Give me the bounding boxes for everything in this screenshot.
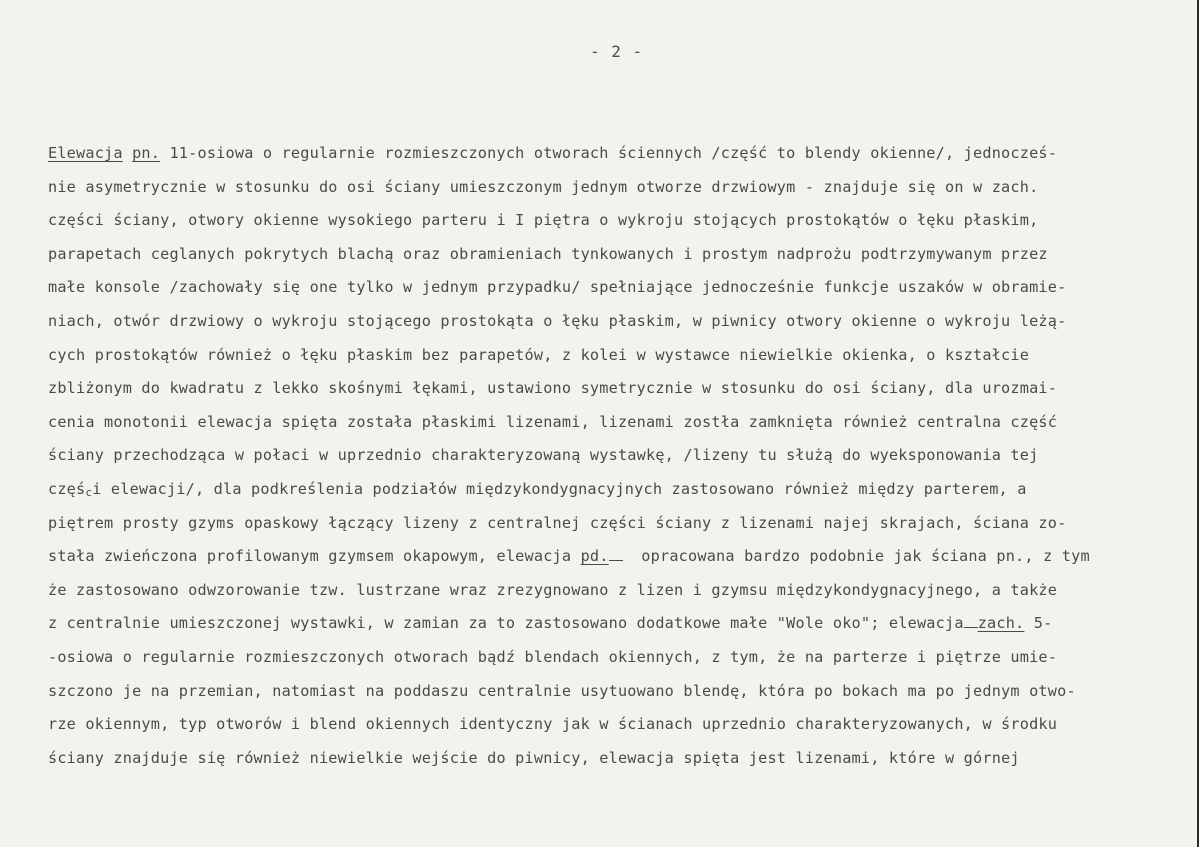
text-line-14: że zastosowano odwzorowanie tzw. lustrzane wraz zrezygnowano z lizen i gzymsu międzykondygnacyjnego, a także (48, 580, 1058, 599)
abbr-pd: pd. (580, 547, 609, 566)
text-run: 5- (1024, 614, 1053, 633)
text-line-2: nie asymetrycznie w stosunku do osi ściany umieszczonym jednym otworze drzwiowym - znajduje się on w zach. (48, 177, 1039, 196)
text-line-3: części ściany, otwory okienne wysokiego parteru i I piętra o wykroju stojących prostokątów o łęku płaskim, (48, 211, 1039, 230)
text-line-17: szczono je na przemian, natomiast na poddaszu centralnie usytuowano blendę, która po bokach ma po jednym otwo- (48, 681, 1076, 700)
text-line-5: małe konsole /zachowały się one tylko w jednym przypadku/ spełniające jednocześnie funkcje uszaków w obramie- (48, 278, 1067, 297)
text-run: i elewacji/, dla podkreślenia podziałów międzykondygnacyjnych zastosowano również między parterem, a (92, 479, 1027, 498)
text-space (123, 144, 132, 162)
page-number: - 2 - (590, 42, 644, 61)
text-line-1 (48, 139, 1188, 173)
text-line-7: cych prostokątów również o łęku płaskim bez parapetów, z kolei w wystawce niewielkie okienka, o kształcie (48, 345, 1030, 364)
text-run: 11-osiowa o regularnie rozmieszczonych otworach ściennych /część to blendy okienne/, jednocześ- (160, 144, 1058, 162)
text-line-10: ściany przechodząca w połaci w uprzednio charakteryzowaną wystawkę, /lizeny tu służą do wyeksponowania tej (48, 446, 1039, 465)
text-line-18: rze okiennym, typ otworów i blend okiennych identyczny jak w ścianach uprzednio charakteryzowanych, w środku (48, 715, 1058, 734)
text-line-12: piętrem prosty gzyms opaskowy łączący lizeny z centralnej części ściany z lizenami najej skrajach, ściana zo- (48, 513, 1067, 532)
text-run: z centralnie umieszczonej wystawki, w zamian za to zastosowano dodatkowe małe "Wole oko"; elewacja (48, 614, 964, 633)
text-line-9: cenia monotonii elewacja spięta została płaskimi lizenami, lizenami zostła zamknięta również centralna część (48, 412, 1058, 431)
text-line-13 (48, 542, 1188, 576)
heading-elewacja: Elewacja (48, 144, 123, 162)
subscript-letter: c (85, 485, 93, 499)
abbr-zach: zach. (977, 614, 1025, 633)
text-run: opracowana bardzo podobnie jak ściana pn., z tym (622, 547, 1090, 566)
body-text (48, 139, 1188, 777)
text-line-19: ściany znajduje się również niewielkie wejście do piwnicy, elewacja spięta jest lizenami, które w górnej (48, 748, 1020, 767)
text-line-4: parapetach ceglanych pokrytych blachą oraz obramieniach tynkowanych i prostym nadprożu podtrzymywanym przez (48, 244, 1048, 263)
text-run: częś (48, 479, 86, 498)
underline-gap (609, 546, 623, 561)
text-line-16: -osiowa o regularnie rozmieszczonych otworach bądź blendach okiennych, z tym, że na parterze i piętrze umie- (48, 647, 1058, 666)
text-line-15 (48, 609, 1188, 643)
abbr-pn: pn. (132, 144, 161, 162)
text-line-6: niach, otwór drzwiowy o wykroju stojącego prostokąta o łęku płaskim, w piwnicy otwory okienne o wykroju leżą- (48, 311, 1067, 330)
underline-gap (964, 613, 978, 628)
text-run: stała zwieńczona profilowanym gzymsem okapowym, elewacja (48, 547, 581, 566)
text-line-11 (48, 475, 1188, 509)
text-line-8: zbliżonym do kwadratu z lekko skośnymi łękami, ustawiono symetrycznie w stosunku do osi ściany, dla urozmai- (48, 379, 1058, 398)
